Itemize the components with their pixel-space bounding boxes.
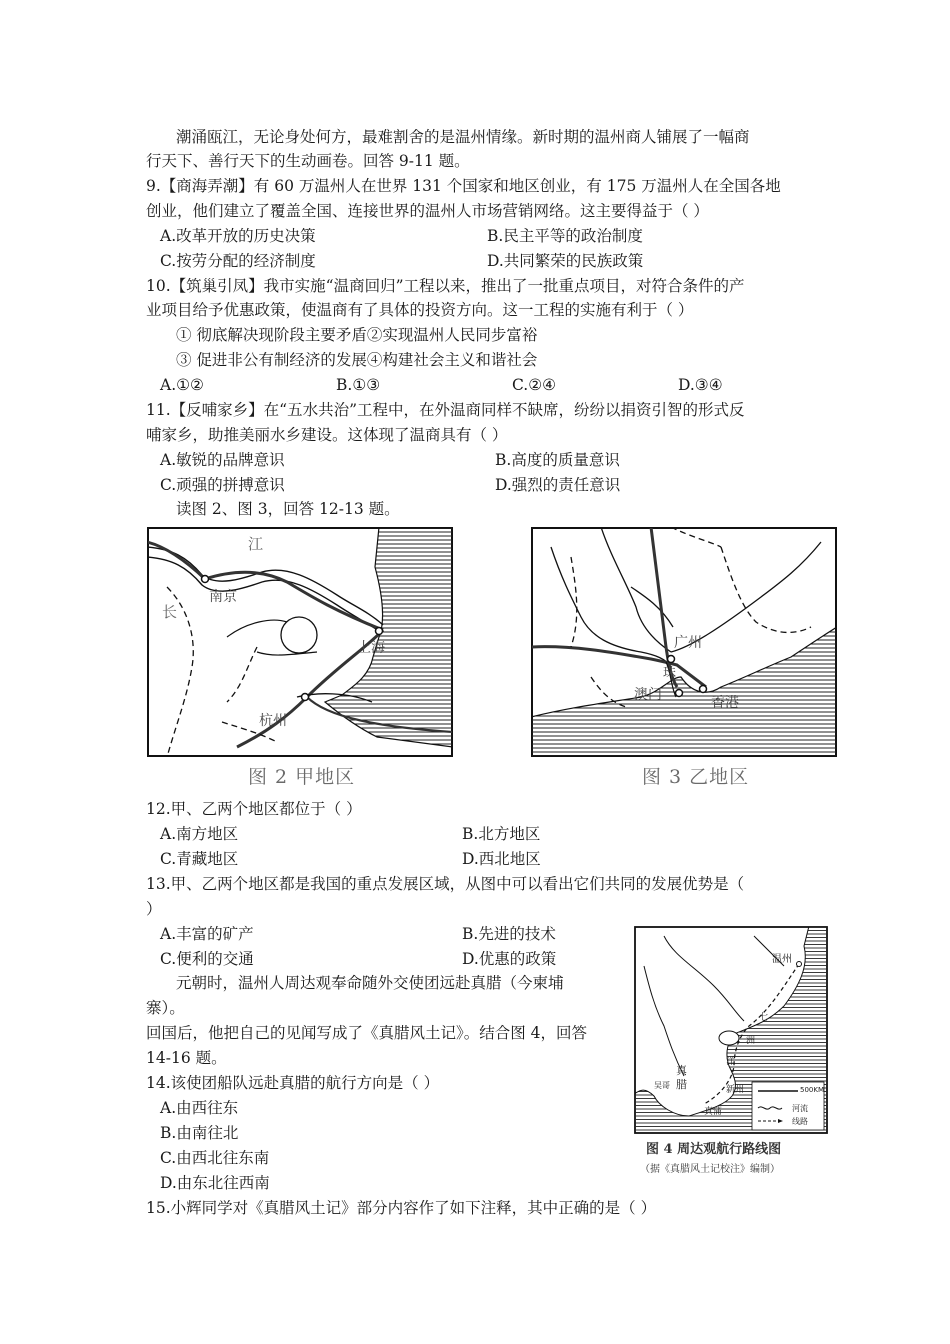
intro-line-2: 行天下、善行天下的生动画卷。回答 9-11 题。 <box>146 152 470 170</box>
map2-label-shanghai: 上海 <box>357 640 385 656</box>
q14-option-a: A.由西往东 <box>160 1099 239 1117</box>
map3-label-guangzhou: 广州 <box>674 635 702 651</box>
q9-stem-2: 创业，他们建立了覆盖全国、连接世界的温州人市场营销网络。这主要得益于（ ） <box>146 202 709 220</box>
map4-label-la: 腊 <box>676 1078 687 1091</box>
q11-option-d: D.强烈的责任意识 <box>495 476 621 494</box>
map-2-caption: 图 2 甲地区 <box>248 766 356 788</box>
q14-option-b: B.由南往北 <box>160 1124 239 1142</box>
map4-label-route: 线路 <box>792 1117 808 1126</box>
q9-stem-1: 9.【商海弄潮】有 60 万温州人在世界 131 个国家和地区创业，有 175 万温州人在全国各地 <box>146 177 781 195</box>
q10-option-a: A.①② <box>160 376 204 394</box>
q11-stem-1: 11.【反哺家乡】在“五水共治”工程中，在外温商同样不缺席，纷纷以捐资引智的形式反 <box>146 401 745 419</box>
read-instruction: 读图 2、图 3，回答 12-13 题。 <box>176 500 400 518</box>
q11-option-c: C.顽强的拼搏意识 <box>160 476 285 494</box>
map4-label-zhou: 洲 <box>746 1036 756 1046</box>
map-4-source: （据《真腊风土记校注》编制） <box>640 1164 780 1175</box>
q14-option-d: D.由东北往西南 <box>160 1174 270 1192</box>
map2-label-nanjing: 南京 <box>209 589 237 605</box>
q14-stem: 14.该使团船队远赴真腊的航行方向是（ ） <box>146 1074 440 1092</box>
q9-option-a: A.改革开放的历史决策 <box>160 227 316 245</box>
q10-stem-2: 业项目给予优惠政策，使温商有了具体的投资方向。这一工程的实施有利于（ ） <box>146 301 694 319</box>
map2-label-hangzhou: 杭州 <box>259 713 287 729</box>
map3-label-zhu: 珠 <box>663 666 677 681</box>
q10-option-c: C.②④ <box>512 376 557 394</box>
q15-stem: 15.小辉同学对《真腊风土记》部分内容作了如下注释，其中正确的是（ ） <box>146 1199 657 1217</box>
q13-option-b: B.先进的技术 <box>462 925 556 943</box>
q12-option-c: C.青藏地区 <box>160 850 239 868</box>
map3-label-macau: 澳门 <box>634 687 662 703</box>
intro-line-1: 潮涌瓯江，无论身处何方，最难割舍的是温州情缘。新时期的温州商人铺展了一幅商 <box>176 128 750 146</box>
q9-option-c: C.按劳分配的经济制度 <box>160 252 316 270</box>
map4-label-zhen: 真 <box>676 1064 687 1077</box>
q9-option-b: B.民主平等的政治制度 <box>487 227 643 245</box>
yuan-passage-2: 寨）。 <box>146 999 185 1017</box>
map4-label-yang: 洋 <box>726 1057 736 1067</box>
map-2-jia-region <box>147 527 453 757</box>
q13-stem-1: 13.甲、乙两个地区都是我国的重点发展区域，从图中可以看出它们共同的发展优势是（ <box>146 875 745 893</box>
q13-stem-2: ） <box>146 900 162 918</box>
map4-label-river: 河流 <box>792 1104 808 1113</box>
map-3-caption: 图 3 乙地区 <box>642 766 750 788</box>
yuan-passage-4: 14-16 题。 <box>146 1049 227 1067</box>
q12-option-b: B.北方地区 <box>462 825 541 843</box>
q10-statement-1: ① 彻底解决现阶段主要矛盾②实现温州人民同步富裕 <box>176 326 538 344</box>
q10-statement-2: ③ 促进非公有制经济的发展④构建社会主义和谐社会 <box>176 351 538 369</box>
q13-option-c: C.便利的交通 <box>160 950 254 968</box>
q10-stem-1: 10.【筑巢引凤】我市实施“温商回归”工程以来，推出了一批重点项目，对符合条件的产 <box>146 277 745 295</box>
map4-label-wenzhou: 温州 <box>772 954 792 965</box>
q11-option-a: A.敏锐的品牌意识 <box>160 451 285 469</box>
map3-label-hongkong: 香港 <box>711 695 739 711</box>
map4-label-scale: 500KM <box>800 1086 824 1094</box>
q12-option-a: A.南方地区 <box>160 825 239 843</box>
yuan-passage-3: 回国后，他把自己的见闻写成了《真腊风土记》。结合图 4，回答 <box>146 1024 588 1042</box>
map4-label-qi: 七 <box>759 1013 769 1023</box>
yuan-passage-1: 元朝时，温州人周达观奉命随外交使团远赴真腊（今柬埔 <box>176 974 564 992</box>
q12-option-d: D.西北地区 <box>462 850 541 868</box>
map4-label-xinzhou: 新州 <box>726 1085 745 1095</box>
map4-label-zhenpu: 真蒲 <box>704 1107 723 1117</box>
map-4-caption: 图 4 周达观航行路线图 <box>646 1142 782 1157</box>
q14-option-c: C.由西北往东南 <box>160 1149 270 1167</box>
map-3-yi-region <box>531 527 837 757</box>
map2-label-jiang: 江 <box>248 535 264 553</box>
map4-label-wuzhe: 吴哥 <box>654 1081 670 1090</box>
q13-option-d: D.优惠的政策 <box>462 950 557 968</box>
q11-stem-2: 哺家乡，助推美丽水乡建设。这体现了温商具有（ ） <box>146 426 508 444</box>
q9-option-d: D.共同繁荣的民族政策 <box>487 252 644 270</box>
q13-option-a: A.丰富的矿产 <box>160 925 254 943</box>
map2-label-chang: 长 <box>162 603 178 621</box>
q10-option-d: D.③④ <box>678 376 723 394</box>
q10-option-b: B.①③ <box>336 376 381 394</box>
q11-option-b: B.高度的质量意识 <box>495 451 620 469</box>
map-4-route <box>634 926 828 1134</box>
q12-stem: 12.甲、乙两个地区都位于（ ） <box>146 800 362 818</box>
